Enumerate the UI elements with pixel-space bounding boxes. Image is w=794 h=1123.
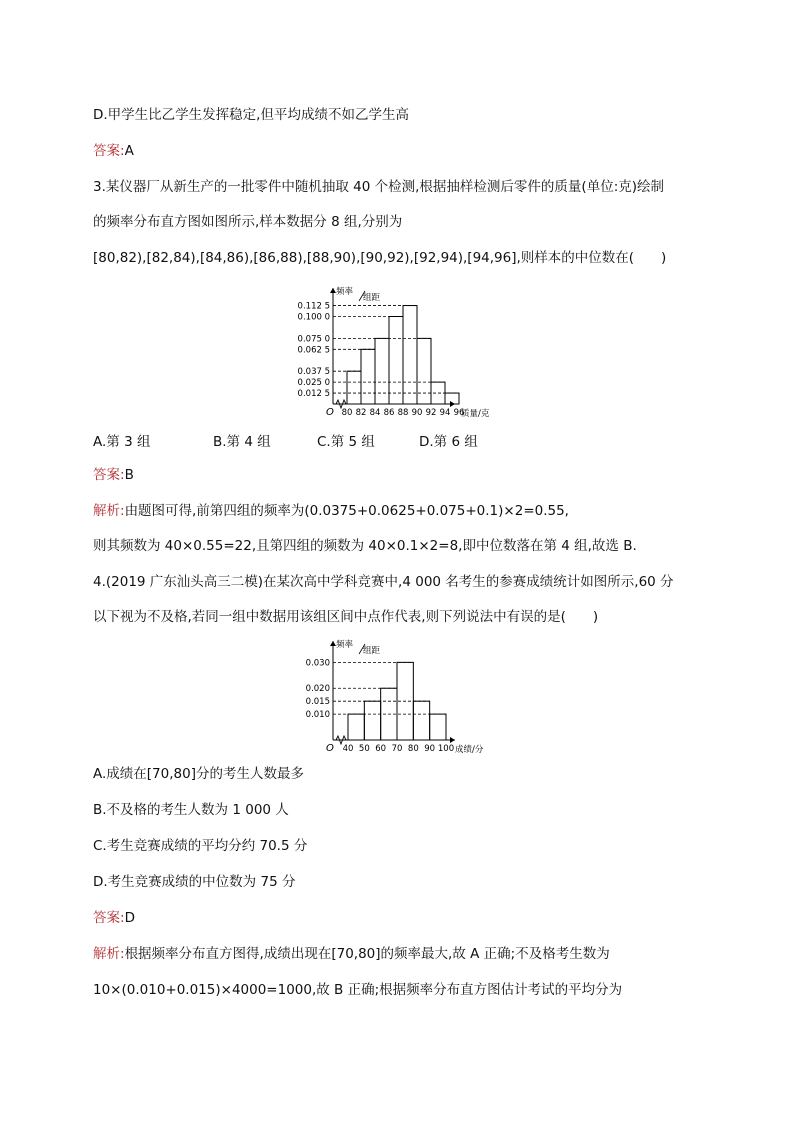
- q4-option-d: D.考生竞赛成绩的中位数为 75 分: [93, 874, 296, 890]
- q3-stem-line-3: [80,82),[82,84),[84,86),[86,88),[88,90),[90,92),[92,94),[94,96],则样本的中位数在( ): [93, 250, 667, 266]
- q4-analysis-line-1: [93, 945, 610, 963]
- x-tick-label: 84: [369, 408, 381, 418]
- y-tick-label: 0.025 0: [297, 378, 330, 389]
- answer-label: 答案:: [93, 143, 125, 159]
- q3-option-c: C.第 5 组: [317, 434, 375, 450]
- histogram-bar: [430, 714, 446, 740]
- histogram-bar: [361, 349, 375, 404]
- histogram-bar: [413, 701, 429, 740]
- q4-option-b: B.不及格的考生人数为 1 000 人: [93, 802, 289, 818]
- x-tick-label: 82: [355, 408, 367, 418]
- x-tick-label: 60: [375, 744, 387, 754]
- q3-options: [93, 430, 573, 450]
- y-tick-label: 0.037 5: [297, 367, 330, 378]
- histogram-bar: [364, 701, 380, 740]
- x-tick-label: 92: [425, 408, 437, 418]
- x-tick-label: 70: [391, 744, 403, 754]
- y-tick-label: 0.100 0: [297, 312, 330, 323]
- x-tick-label: 100: [437, 744, 455, 754]
- q4-answer: [93, 909, 135, 927]
- histogram-bar: [389, 317, 403, 405]
- x-tick-label: 86: [383, 408, 395, 418]
- x-axis-title: 质量/克: [461, 409, 490, 419]
- analysis-label: 解析:: [93, 503, 125, 519]
- x-axis-arrow: [450, 401, 455, 407]
- x-tick-label: 94: [439, 408, 451, 418]
- q3-option-a: A.第 3 组: [93, 434, 151, 450]
- y-tick-label: 0.075 0: [297, 334, 330, 345]
- analysis-text: 根据频率分布直方图得,成绩出现在[70,80]的频率最大,故 A 正确;不及格考生数为: [124, 946, 610, 962]
- x-axis-arrow: [450, 737, 455, 743]
- q4-option-c: C.考生竞赛成绩的平均分约 70.5 分: [93, 838, 308, 854]
- x-tick-label: 40: [342, 744, 354, 754]
- x-tick-label: 90: [424, 744, 436, 754]
- y-tick-label: 0.112 5: [297, 301, 330, 312]
- y-tick-label: 0.012 5: [297, 389, 330, 400]
- answer-label: 答案:: [93, 910, 125, 926]
- histogram-bar: [417, 338, 431, 404]
- analysis-text: 由题图可得,前第四组的频率为(0.0375+0.0625+0.075+0.1)×2=0.55,: [124, 503, 569, 519]
- x-tick-label: 88: [397, 408, 409, 418]
- origin-label: O: [326, 743, 334, 754]
- y-axis-title-top: 频率: [336, 287, 354, 297]
- y-tick-label: 0.020: [305, 684, 330, 695]
- histogram-bar: [375, 338, 389, 404]
- q3-histogram: [285, 284, 500, 420]
- q4-histogram: [295, 637, 510, 755]
- q3-stem-line-1: 3.某仪器厂从新生产的一批零件中随机抽取 40 个检测,根据抽样检测后零件的质量(单位:克)绘制: [93, 179, 665, 195]
- q3-option-d: D.第 6 组: [419, 434, 478, 450]
- origin-label: O: [326, 407, 334, 418]
- answer-label: 答案:: [93, 467, 125, 483]
- q2-option-d: D.甲学生比乙学生发挥稳定,但平均成绩不如乙学生高: [93, 107, 409, 123]
- x-tick-label: 96: [453, 408, 465, 418]
- y-axis-title-bottom: 组距: [363, 293, 381, 303]
- q3-answer: [93, 466, 134, 484]
- analysis-label: 解析:: [93, 946, 125, 962]
- q4-option-a: A.成绩在[70,80]分的考生人数最多: [93, 766, 304, 782]
- x-tick-label: 50: [358, 744, 370, 754]
- x-tick-label: 80: [407, 744, 419, 754]
- answer-value: D: [124, 910, 135, 926]
- x-tick-label: 90: [411, 408, 423, 418]
- q4-analysis-line-2: 10×(0.010+0.015)×4000=1000,故 B 正确;根据频率分布直方图估计考试的平均分为: [93, 982, 623, 998]
- x-tick-label: 80: [341, 408, 353, 418]
- answer-value: B: [124, 467, 134, 483]
- q3-option-b: B.第 4 组: [213, 434, 271, 450]
- histogram-bar: [348, 714, 364, 740]
- answer-value: A: [124, 143, 134, 159]
- q4-stem-line-1: 4.(2019 广东汕头高三二模)在某次高中学科竞赛中,4 000 名考生的参赛成绩统计如图所示,60 分: [93, 574, 674, 590]
- y-tick-label: 0.030: [305, 658, 330, 669]
- q3-analysis-line-2: 则其频数为 40×0.55=22,且第四组的频数为 40×0.1×2=8,即中位数落在第 4 组,故选 B.: [93, 538, 637, 554]
- y-axis-title-top: 频率: [336, 640, 354, 650]
- q3-stem-line-2: 的频率分布直方图如图所示,样本数据分 8 组,分别为: [93, 214, 403, 230]
- q2-answer: [93, 142, 134, 160]
- x-axis-title: 成绩/分: [455, 745, 484, 755]
- y-tick-label: 0.062 5: [297, 345, 330, 356]
- q4-stem-line-2: 以下视为不及格,若同一组中数据用该组区间中点作代表,则下列说法中有误的是( ): [93, 609, 599, 625]
- y-tick-label: 0.010: [305, 710, 330, 721]
- q3-analysis-line-1: [93, 502, 569, 520]
- y-tick-label: 0.015: [305, 697, 330, 708]
- histogram-bar: [403, 306, 417, 404]
- histogram-bar: [347, 371, 361, 404]
- y-axis-title-bottom: 组距: [363, 646, 381, 656]
